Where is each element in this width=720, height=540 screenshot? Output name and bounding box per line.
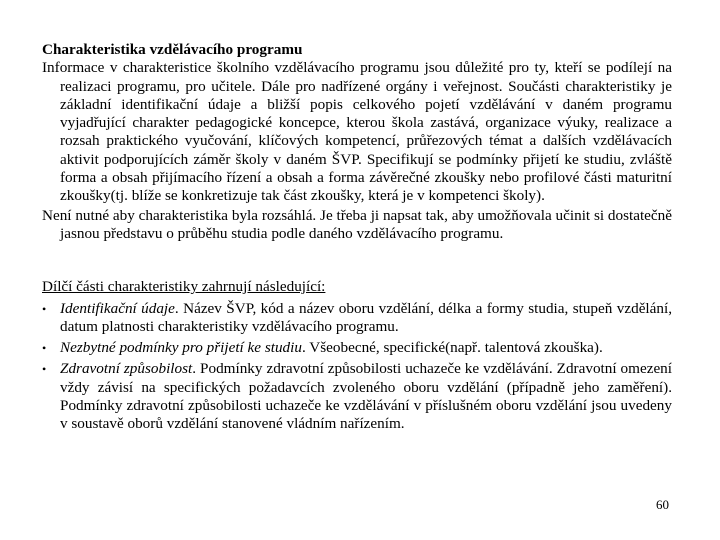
list-item-term: Identifikační údaje (60, 299, 175, 317)
paragraph-intro: Informace v charakteristice školního vzdělávacího programu jsou důležité pro ty, kteří se podílejí na realizaci programu, pro učitele. Dále pro nadřízené orgány i veřejnost. Součásti charakteristiky je základní identifikační údaje a bližší popis celkového pojetí vzdělávání v daném programu vyjadřující charakter pedagogické koncepce, kterou škola zastává, organizace výuky, realizace a rozsah praktického vyučování, klíčových kompetencí, průřezových témat a dalších vzdělávacích aktivit podporujících záměr školy v daném ŠVP. Specifikují se podmínky přijetí ke studiu, zvláště forma a obsah přijímacího řízení a obsah a forma závěrečné zkoušky nebo profilové části maturitní zkoušky(tj. blíže se konkretizuje tak část zkoušky, která je v kompetenci školy). (42, 59, 672, 205)
list-item-text: . Podmínky zdravotní způsobilosti uchazeče ke vzdělávání. Zdravotní omezení vždy závisí na specifických požadavcích zvoleného oboru vzdělání (případně jeho zaměření). Podmínky zdravotní způsobilosti uchazeče ke vzdělávání v příslušném oboru vzdělání jsou uvedeny v soustavě oborů vzdělání stanovené vládním nařízením. (60, 360, 672, 433)
list-item-text: . Název ŠVP, kód a název oboru vzdělání, délka a formy studia, stupeň vzdělání, datum platnosti charakteristiky vzdělávacího programu. (60, 299, 673, 335)
paragraph-note: Není nutné aby charakteristika byla rozsáhlá. Je třeba ji napsat tak, aby umožňovala učinit si dostatečně jasnou představu o průběhu studia podle daného vzdělávacího programu. (42, 206, 672, 242)
page-number: 60 (656, 497, 669, 512)
list-item (42, 360, 672, 433)
subheading: Dílčí části charakteristiky zahrnují následující: (42, 278, 326, 296)
bullet-icon: • (42, 362, 47, 377)
list-item-term: Nezbytné podmínky pro přijetí ke studiu (60, 339, 302, 357)
list-item-term: Zdravotní způsobilost (60, 360, 193, 378)
bullet-list (42, 300, 672, 434)
spacer (42, 243, 672, 278)
list-item (42, 339, 672, 357)
bullet-icon: • (42, 301, 47, 316)
list-item (42, 300, 672, 337)
slide-content (42, 41, 672, 437)
heading: Charakteristika vzdělávacího programu (42, 41, 303, 58)
list-item-text: . Všeobecné, specifické(např. talentová zkouška). (301, 339, 603, 357)
bullet-icon: • (42, 341, 47, 356)
